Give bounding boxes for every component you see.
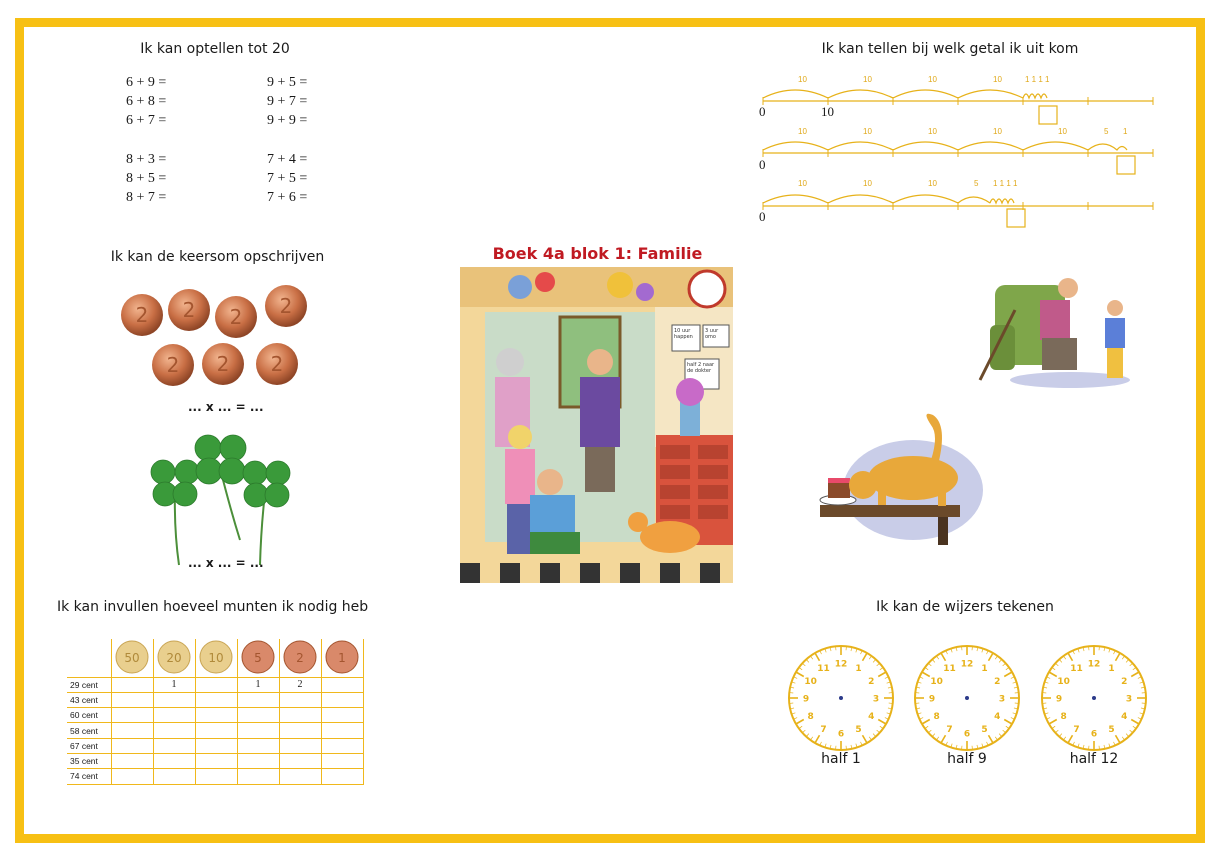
table-cell[interactable]: 1: [237, 677, 279, 692]
table-cell[interactable]: [153, 769, 195, 784]
table-cell[interactable]: [237, 753, 279, 768]
table-cell[interactable]: [321, 677, 363, 692]
clock-numeral: 6: [1090, 729, 1098, 740]
table-cell[interactable]: [321, 723, 363, 738]
number-line-labels: [755, 68, 1165, 233]
numberline-heading: Ik kan tellen bij welk getal ik uit kom: [821, 41, 1079, 57]
addition-sums-left: [126, 73, 166, 207]
coin-10-icon: [199, 640, 233, 674]
table-cell[interactable]: [195, 677, 237, 692]
clock-numeral: 8: [1060, 712, 1067, 722]
table-cell[interactable]: [195, 769, 237, 784]
line1-start: 0: [759, 104, 766, 119]
table-cell[interactable]: 1: [153, 677, 195, 692]
table-cell[interactable]: [321, 769, 363, 784]
clock-label-2: half 9: [947, 751, 987, 767]
table-cell[interactable]: [279, 692, 321, 707]
clock-numeral: 9: [1055, 694, 1063, 705]
clock-label-3: half 12: [1069, 751, 1119, 767]
table-cell[interactable]: [153, 723, 195, 738]
row-label: 74 cent: [67, 769, 111, 784]
clock-numeral: 2: [868, 677, 875, 687]
clock-numeral: 5: [855, 724, 862, 735]
clock-numeral: 8: [933, 712, 940, 722]
table-cell[interactable]: [195, 738, 237, 753]
family-party-illustration: [460, 267, 733, 583]
coin-1-icon: [325, 640, 359, 674]
table-row: [67, 677, 363, 692]
svg-text:2: 2: [166, 353, 180, 377]
coin-icon: [202, 343, 244, 385]
clover-icon: [243, 461, 290, 565]
line1-hint: 10: [821, 104, 834, 119]
svg-text:2: 2: [279, 294, 293, 318]
row-label: 35 cent: [67, 753, 111, 768]
svg-text:2: 2: [229, 305, 243, 329]
table-cell[interactable]: [279, 738, 321, 753]
clock-numeral: 11: [943, 664, 956, 675]
jump-label: 10: [863, 179, 872, 188]
coin-50-icon: [115, 640, 149, 674]
coin-header-5: [237, 639, 279, 677]
row-label: 60 cent: [67, 708, 111, 723]
sum-item: 9 + 5 =: [267, 75, 308, 90]
svg-text:1: 1: [338, 650, 346, 665]
clock-center-dot: [1092, 696, 1096, 700]
multiplication-heading: Ik kan de keersom opschrijven: [110, 249, 325, 265]
clock-numeral: 5: [981, 724, 988, 735]
table-cell[interactable]: [321, 753, 363, 768]
svg-text:2: 2: [270, 352, 284, 376]
clock-numeral: 2: [994, 677, 1001, 687]
svg-text:5: 5: [254, 650, 262, 665]
note-happen: 10 uur happen: [674, 328, 693, 340]
sum-item: 8 + 7 =: [126, 190, 167, 205]
jump-label: 1 1 1 1: [1025, 75, 1050, 84]
jump-label: 10: [928, 75, 937, 84]
table-cell[interactable]: [195, 753, 237, 768]
line3-start: 0: [759, 209, 766, 224]
table-row: [67, 738, 363, 753]
clock-numeral: 10: [804, 677, 817, 687]
row-label: 43 cent: [67, 692, 111, 707]
coin-header-1: [321, 639, 363, 677]
clock-numeral: 6: [837, 729, 845, 740]
row-label: 58 cent: [67, 723, 111, 738]
clock-numeral: 3: [872, 694, 880, 705]
note-omo: 3 uur omo: [705, 328, 719, 340]
sum-item: 6 + 9 =: [126, 75, 167, 90]
coin-2-icon: [283, 640, 317, 674]
clock-numeral: 1: [981, 664, 988, 675]
svg-text:50: 50: [124, 650, 140, 665]
table-cell[interactable]: [111, 723, 153, 738]
table-cell[interactable]: [237, 708, 279, 723]
table-cell[interactable]: [153, 692, 195, 707]
coin-5-icon: [241, 640, 275, 674]
clock-numeral: 12: [960, 659, 974, 670]
table-cell[interactable]: [153, 708, 195, 723]
clock-numeral: 7: [1073, 724, 1080, 735]
clock-numeral: 8: [807, 712, 814, 722]
table-cell[interactable]: [111, 677, 153, 692]
coin-icon: [121, 294, 163, 336]
coin-header-20: [153, 639, 195, 677]
coins-table-wrapper: [67, 639, 364, 785]
coin-icon: [215, 296, 257, 338]
clock-numeral: 9: [802, 694, 810, 705]
table-cell[interactable]: [237, 769, 279, 784]
clocks-heading: Ik kan de wijzers tekenen: [876, 599, 1054, 615]
clock-face-3[interactable]: [1039, 643, 1149, 753]
table-cell[interactable]: [279, 708, 321, 723]
table-cell[interactable]: [237, 738, 279, 753]
clock-face-2[interactable]: [912, 643, 1022, 753]
clock-center-dot: [839, 696, 843, 700]
sum-item: 7 + 5 =: [267, 171, 308, 186]
jump-label: 10: [928, 127, 937, 136]
clock-numeral: 9: [928, 694, 936, 705]
table-cell[interactable]: [321, 692, 363, 707]
clock-numeral: 11: [817, 664, 830, 675]
clock-numeral: 12: [1087, 659, 1101, 670]
clock-face-1[interactable]: [786, 643, 896, 753]
table-cell[interactable]: [111, 753, 153, 768]
jump-label: 10: [798, 127, 807, 136]
svg-text:2: 2: [216, 352, 230, 376]
jump-label: 10: [1058, 127, 1067, 136]
copper-coins-group: [115, 282, 315, 392]
grandpa-chair-illustration: [970, 270, 1135, 395]
table-row: [67, 708, 363, 723]
jump-label: 5: [974, 179, 979, 188]
sum-item: 9 + 9 =: [267, 113, 308, 128]
table-row: [67, 723, 363, 738]
table-cell[interactable]: [111, 769, 153, 784]
addition-heading: Ik kan optellen tot 20: [140, 41, 290, 57]
table-row: [67, 692, 363, 707]
coins-heading: Ik kan invullen hoeveel munten ik nodig heb: [57, 599, 369, 615]
sum-item: 7 + 4 =: [267, 152, 308, 167]
note-dokter: half 2 naar de dokter: [687, 362, 715, 374]
clock-numeral: 10: [930, 677, 943, 687]
book-title: Boek 4a blok 1: Familie: [492, 244, 703, 263]
sum-item: 8 + 3 =: [126, 152, 167, 167]
jump-label: 1: [1123, 127, 1128, 136]
multiplication-blank-1: ... x ... = ...: [188, 400, 264, 414]
jump-label: 5: [1104, 127, 1109, 136]
table-cell[interactable]: [279, 723, 321, 738]
clock-numeral: 10: [1057, 677, 1070, 687]
table-cell[interactable]: [153, 753, 195, 768]
table-cell[interactable]: [321, 708, 363, 723]
svg-text:10: 10: [208, 650, 224, 665]
table-cell[interactable]: [195, 723, 237, 738]
multiplication-blank-2: ... x ... = ...: [188, 556, 264, 570]
coin-20-icon: [157, 640, 191, 674]
table-cell[interactable]: [195, 692, 237, 707]
table-cell[interactable]: [111, 692, 153, 707]
clovers-group: [135, 428, 300, 568]
table-cell[interactable]: [111, 708, 153, 723]
table-cell[interactable]: [279, 769, 321, 784]
coin-icon: [256, 343, 298, 385]
jump-label: 10: [798, 179, 807, 188]
table-cell[interactable]: [279, 753, 321, 768]
jump-label: 10: [863, 127, 872, 136]
sum-item: 7 + 6 =: [267, 190, 308, 205]
coin-icon: [265, 285, 307, 327]
coin-header-10: [195, 639, 237, 677]
jump-label: 10: [993, 75, 1002, 84]
svg-text:20: 20: [166, 650, 182, 665]
table-row: [67, 769, 363, 784]
clock-numeral: 11: [1070, 664, 1083, 675]
clock-numeral: 6: [963, 729, 971, 740]
table-cell[interactable]: [195, 708, 237, 723]
row-label: 67 cent: [67, 738, 111, 753]
row-label: 29 cent: [67, 677, 111, 692]
sum-item: 6 + 7 =: [126, 113, 167, 128]
clock-numeral: 1: [855, 664, 862, 675]
coin-header-50: [111, 639, 153, 677]
clock-numeral: 3: [1125, 694, 1133, 705]
sum-item: 8 + 5 =: [126, 171, 167, 186]
table-cell[interactable]: [111, 738, 153, 753]
clock-numeral: 3: [998, 694, 1006, 705]
coin-icon: [168, 289, 210, 331]
coin-header-2: [279, 639, 321, 677]
clock-numeral: 4: [1121, 712, 1128, 722]
clock-numeral: 2: [1121, 677, 1128, 687]
clock-numeral: 4: [868, 712, 875, 722]
svg-text:2: 2: [135, 303, 149, 327]
clover-icon: [195, 435, 246, 540]
table-cell[interactable]: [237, 723, 279, 738]
clock-center-dot: [965, 696, 969, 700]
sum-item: 6 + 8 =: [126, 94, 167, 109]
sum-item: 9 + 7 =: [267, 94, 308, 109]
addition-sums-right: [267, 73, 307, 207]
jump-label: 10: [863, 75, 872, 84]
clock-label-1: half 1: [821, 751, 861, 767]
jump-label: 10: [928, 179, 937, 188]
table-cell[interactable]: [237, 692, 279, 707]
clock-numeral: 4: [994, 712, 1001, 722]
clock-numeral: 1: [1108, 664, 1115, 675]
line2-start: 0: [759, 157, 766, 172]
coin-icon: [152, 344, 194, 386]
coins-header-row: [67, 639, 363, 677]
table-row: [67, 753, 363, 768]
jump-label: 10: [798, 75, 807, 84]
jump-label: 1 1 1 1: [993, 179, 1018, 188]
clover-icon: [151, 460, 199, 565]
svg-text:2: 2: [296, 650, 304, 665]
clock-numeral: 7: [946, 724, 953, 735]
clock-numeral: 7: [820, 724, 827, 735]
coins-table: [67, 639, 364, 785]
svg-text:2: 2: [182, 298, 196, 322]
table-cell[interactable]: [153, 738, 195, 753]
cat-cake-illustration: [818, 410, 983, 550]
jump-label: 10: [993, 127, 1002, 136]
table-cell[interactable]: 2: [279, 677, 321, 692]
table-cell[interactable]: [321, 738, 363, 753]
clock-numeral: 5: [1108, 724, 1115, 735]
clock-numeral: 12: [834, 659, 848, 670]
